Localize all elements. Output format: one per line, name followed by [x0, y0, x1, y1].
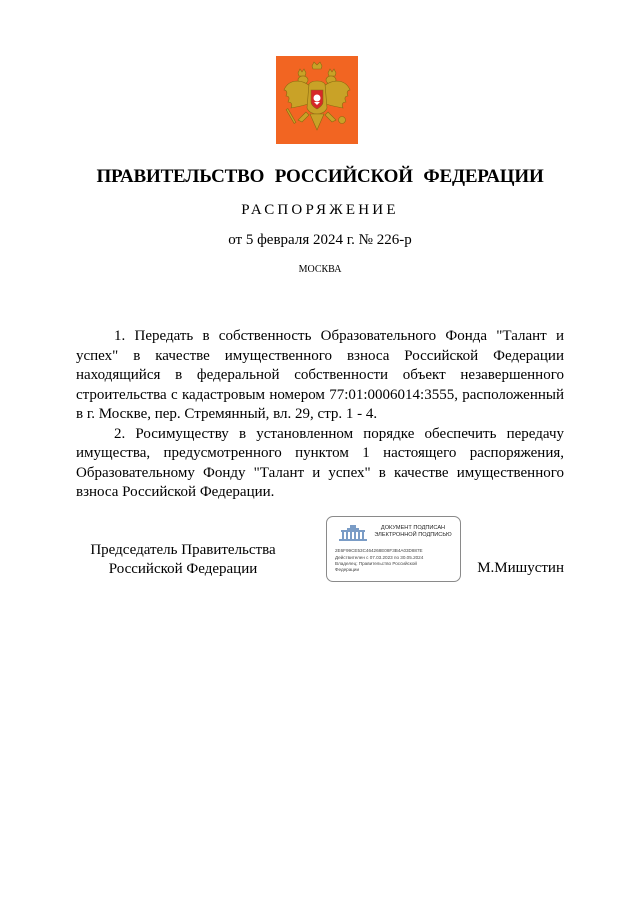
signatory-name: М.Мишустин: [477, 560, 564, 576]
coat-of-arms-icon: [276, 56, 358, 144]
document-body: [76, 327, 564, 503]
stamp-owner-line1: Владелец: Правительство Российской: [335, 561, 417, 566]
document-city: МОСКВА: [298, 264, 342, 275]
stamp-validity: Действителен с 07.03.2023 по 30.05.2024: [335, 555, 424, 560]
document-date-number: от 5 февраля 2024 г. № 226-р: [228, 232, 412, 248]
stamp-title-line2: ЭЛЕКТРОННОЙ ПОДПИСЬЮ: [374, 532, 452, 538]
document-type: РАСПОРЯЖЕНИЕ: [241, 202, 399, 218]
government-building-icon: [337, 524, 369, 542]
government-title: ПРАВИТЕЛЬСТВО РОССИЙСКОЙ ФЕДЕРАЦИИ: [96, 166, 544, 187]
electronic-signature-stamp: [326, 516, 461, 582]
stamp-title-line1: ДОКУМЕНТ ПОДПИСАН: [380, 525, 446, 531]
signatory-position-line1: Председатель Правительства: [90, 542, 276, 558]
paragraph-2: 2. Росимуществу в установленном порядке обеспечить передачу имущества, предусмотренного пунктом 1 настоящего распоряжения, Образовательному Фонду "Талант и успех" в качестве имущественного взноса Российской Федерации.: [76, 425, 564, 500]
signatory-position-line2: Российской Федерации: [108, 561, 258, 577]
stamp-title: [367, 525, 459, 539]
stamp-certificate: 2E6F99CE53C464268E08F3B4A03D887E: [335, 548, 423, 553]
paragraph-1: 1. Передать в собственность Образовательного Фонда "Талант и успех" в качестве имущественного взноса Российской Федерации находящийся в федеральной собственности объект незавершенного строительства с кадастровым номером 77:01:0006014:3555, расположенный в г. Москве, пер. Стремянный, вл. 29, стр. 1 - 4.: [76, 328, 564, 422]
signatory-position: [58, 541, 308, 579]
stamp-owner-line2: Федерации: [335, 567, 360, 572]
